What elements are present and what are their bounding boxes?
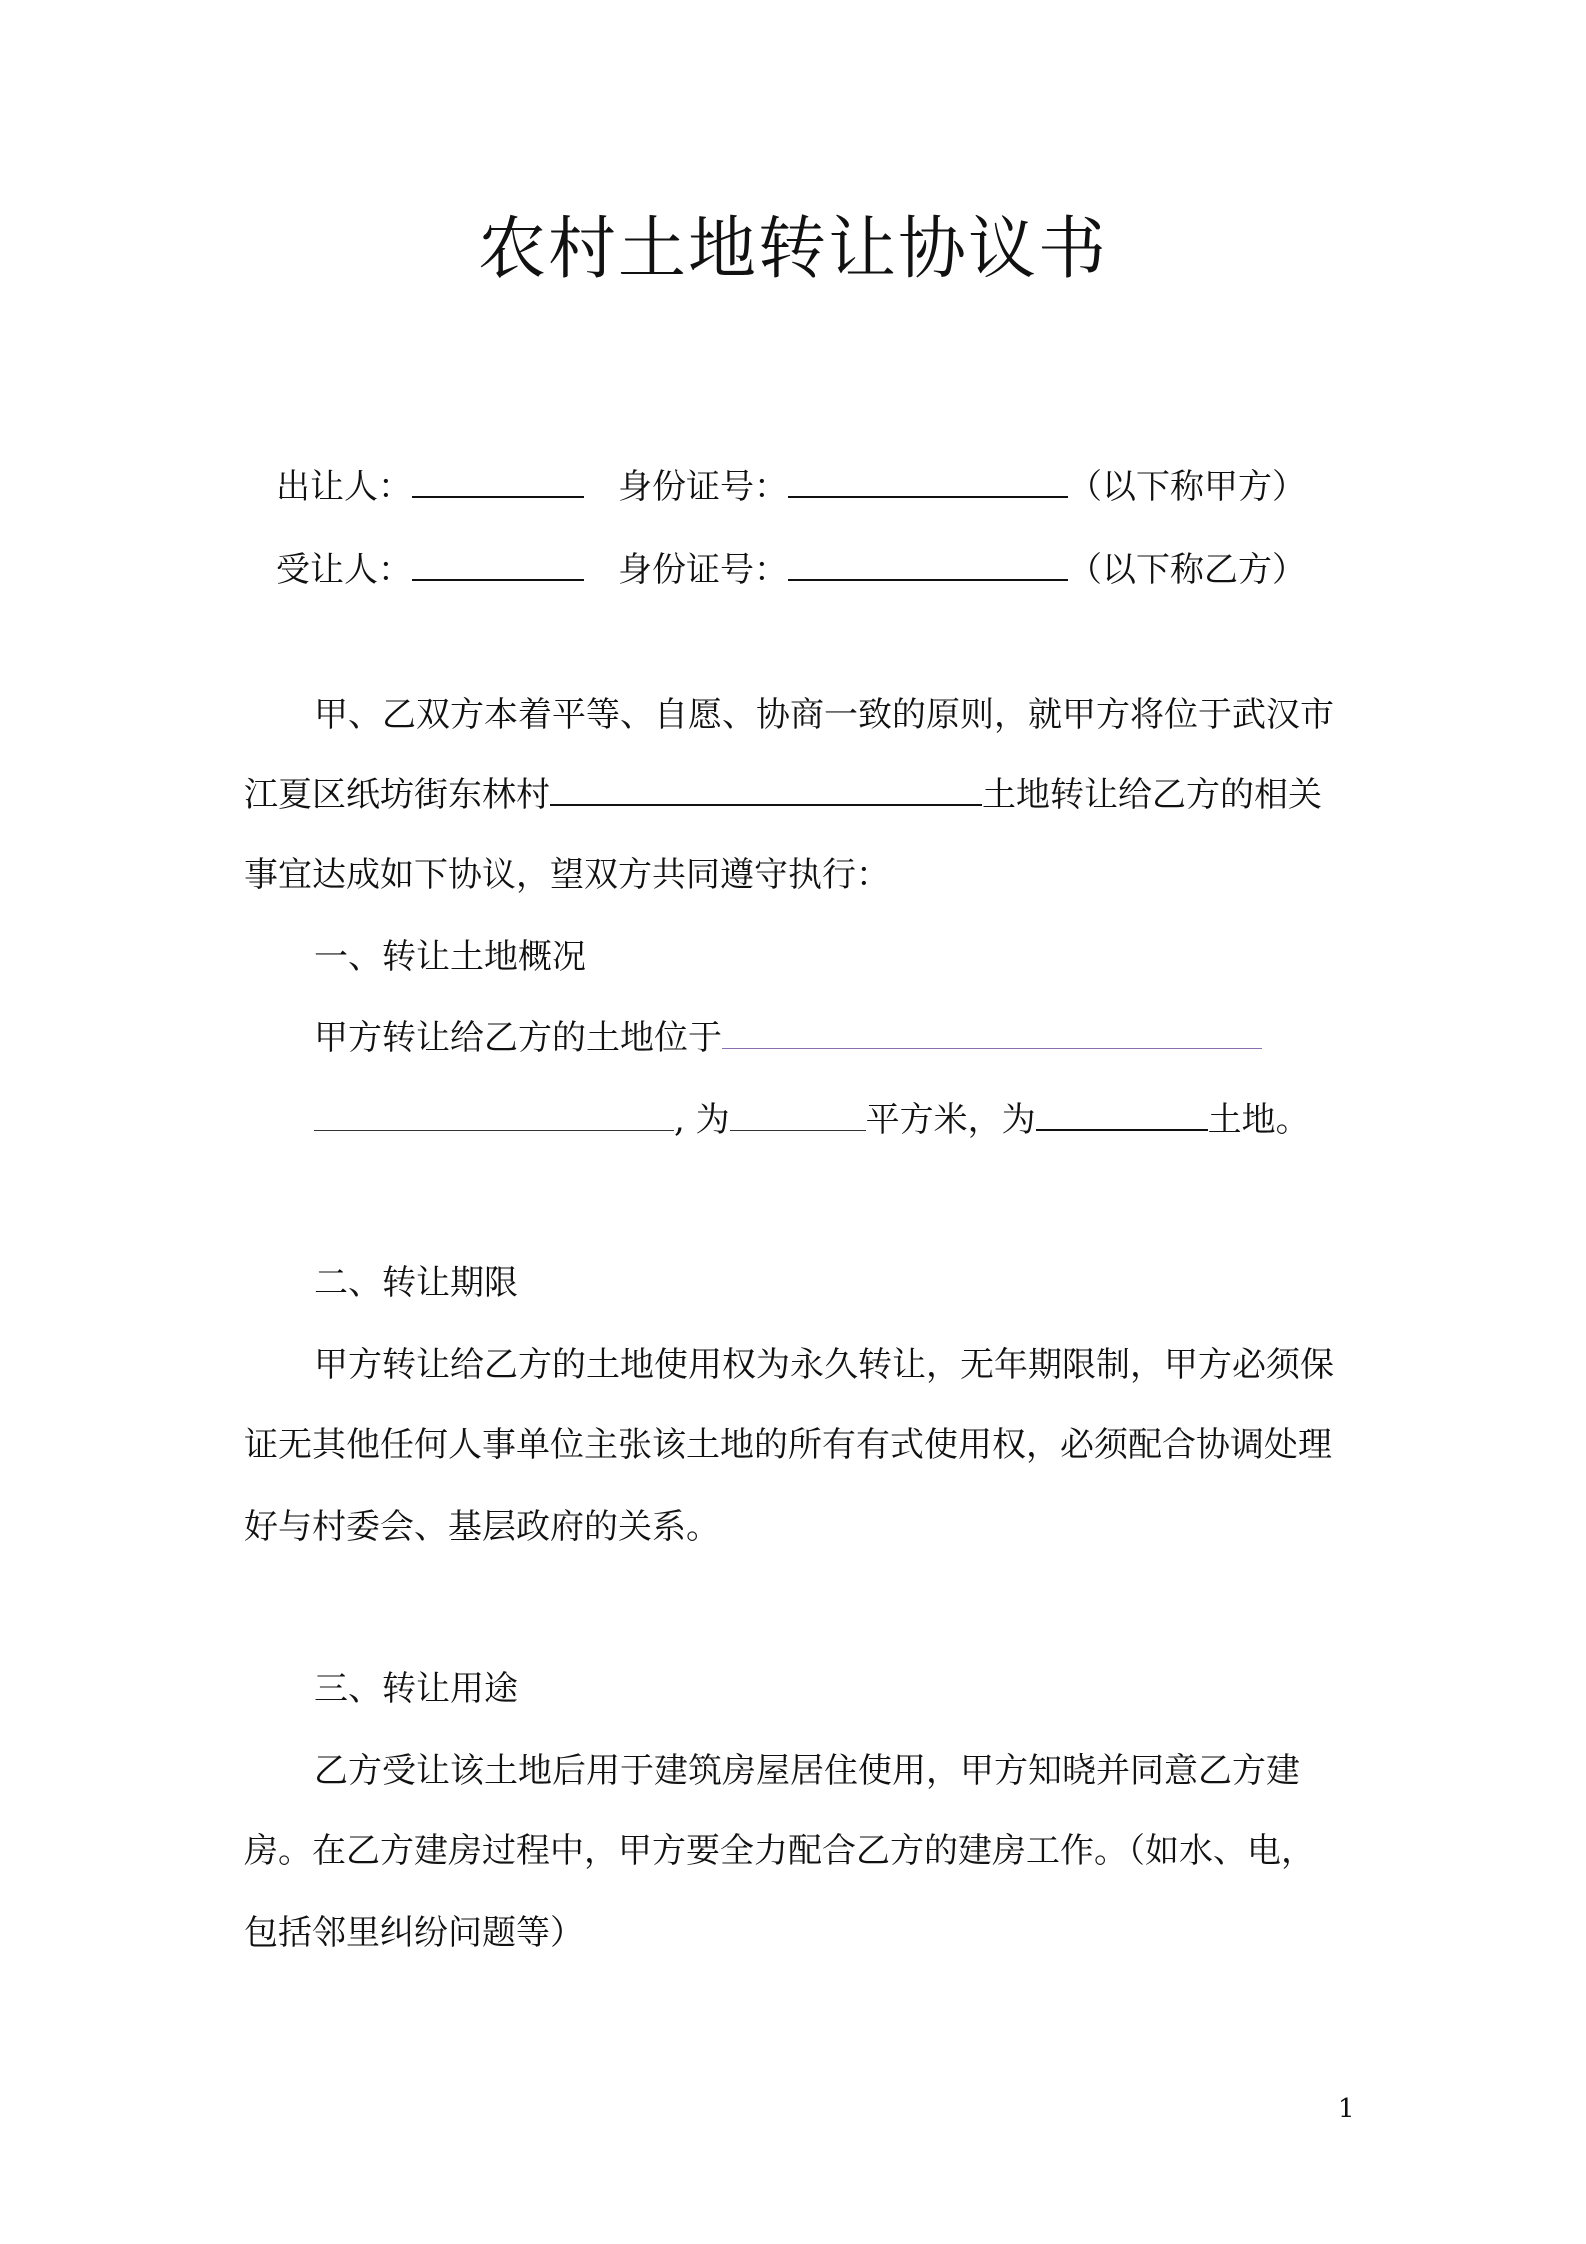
intro-location-prefix: 江夏区纸坊街东林村 <box>244 775 550 815</box>
section1-location-label: 甲方转让给乙方的土地位于 <box>314 1018 722 1058</box>
transferor-id-blank[interactable] <box>788 462 1068 498</box>
intro-location-blank[interactable] <box>550 770 982 806</box>
transferee-line <box>276 545 1306 595</box>
section3-line-2: 房。在乙方建房过程中，甲方要全力配合乙方的建房工作。（如水、电， <box>244 1831 1315 1871</box>
section1-type-label: 平方米，为 <box>865 1100 1036 1140</box>
transferor-label: 出让人： <box>276 467 412 507</box>
intro-line-2 <box>244 770 1322 820</box>
transferee-note: （以下称乙方） <box>1068 550 1306 590</box>
document-title: 农村土地转让协议书 <box>477 210 1108 289</box>
transferee-id-label: 身份证号： <box>618 550 788 590</box>
section1-heading: 一、转让土地概况 <box>314 937 586 977</box>
section2-line-3: 好与村委会、基层政府的关系。 <box>244 1507 720 1547</box>
intro-location-suffix: 土地转让给乙方的相关 <box>982 775 1322 815</box>
intro-line-3: 事宜达成如下协议，望双方共同遵守执行： <box>244 855 890 895</box>
section2-line-2: 证无其他任何人事单位主张该土地的所有有式使用权，必须配合协调处理 <box>244 1425 1332 1465</box>
section1-type-blank[interactable] <box>1036 1095 1208 1131</box>
transferor-line <box>276 462 1306 512</box>
section1-area-blank[interactable] <box>730 1096 866 1131</box>
intro-line-1: 甲、乙双方本着平等、自愿、协商一致的原则，就甲方将位于武汉市 <box>314 695 1334 735</box>
section1-area-label: , 为 <box>674 1100 730 1140</box>
transferor-note: （以下称甲方） <box>1068 467 1306 507</box>
transferor-name-blank[interactable] <box>412 462 584 498</box>
section1-end: 土地。 <box>1207 1100 1310 1140</box>
transferor-id-label: 身份证号： <box>618 467 788 507</box>
section2-heading: 二、转让期限 <box>314 1263 518 1303</box>
transferee-name-blank[interactable] <box>412 545 584 581</box>
transferee-id-blank[interactable] <box>788 545 1068 581</box>
section1-location-blank-2[interactable] <box>314 1096 674 1131</box>
section3-heading: 三、转让用途 <box>314 1669 518 1709</box>
section1-location-blank[interactable] <box>722 1014 1262 1049</box>
section3-line-3: 包括邻里纠纷问题等） <box>244 1913 584 1953</box>
page-number: 1 <box>1338 2094 1355 2124</box>
section2-line-1: 甲方转让给乙方的土地使用权为永久转让，无年期限制，甲方必须保 <box>314 1345 1334 1385</box>
section1-line-1 <box>314 1013 1262 1063</box>
section1-line-2 <box>314 1095 1310 1145</box>
section3-line-1: 乙方受让该土地后用于建筑房屋居住使用，甲方知晓并同意乙方建 <box>314 1751 1300 1791</box>
transferee-label: 受让人： <box>276 550 412 590</box>
